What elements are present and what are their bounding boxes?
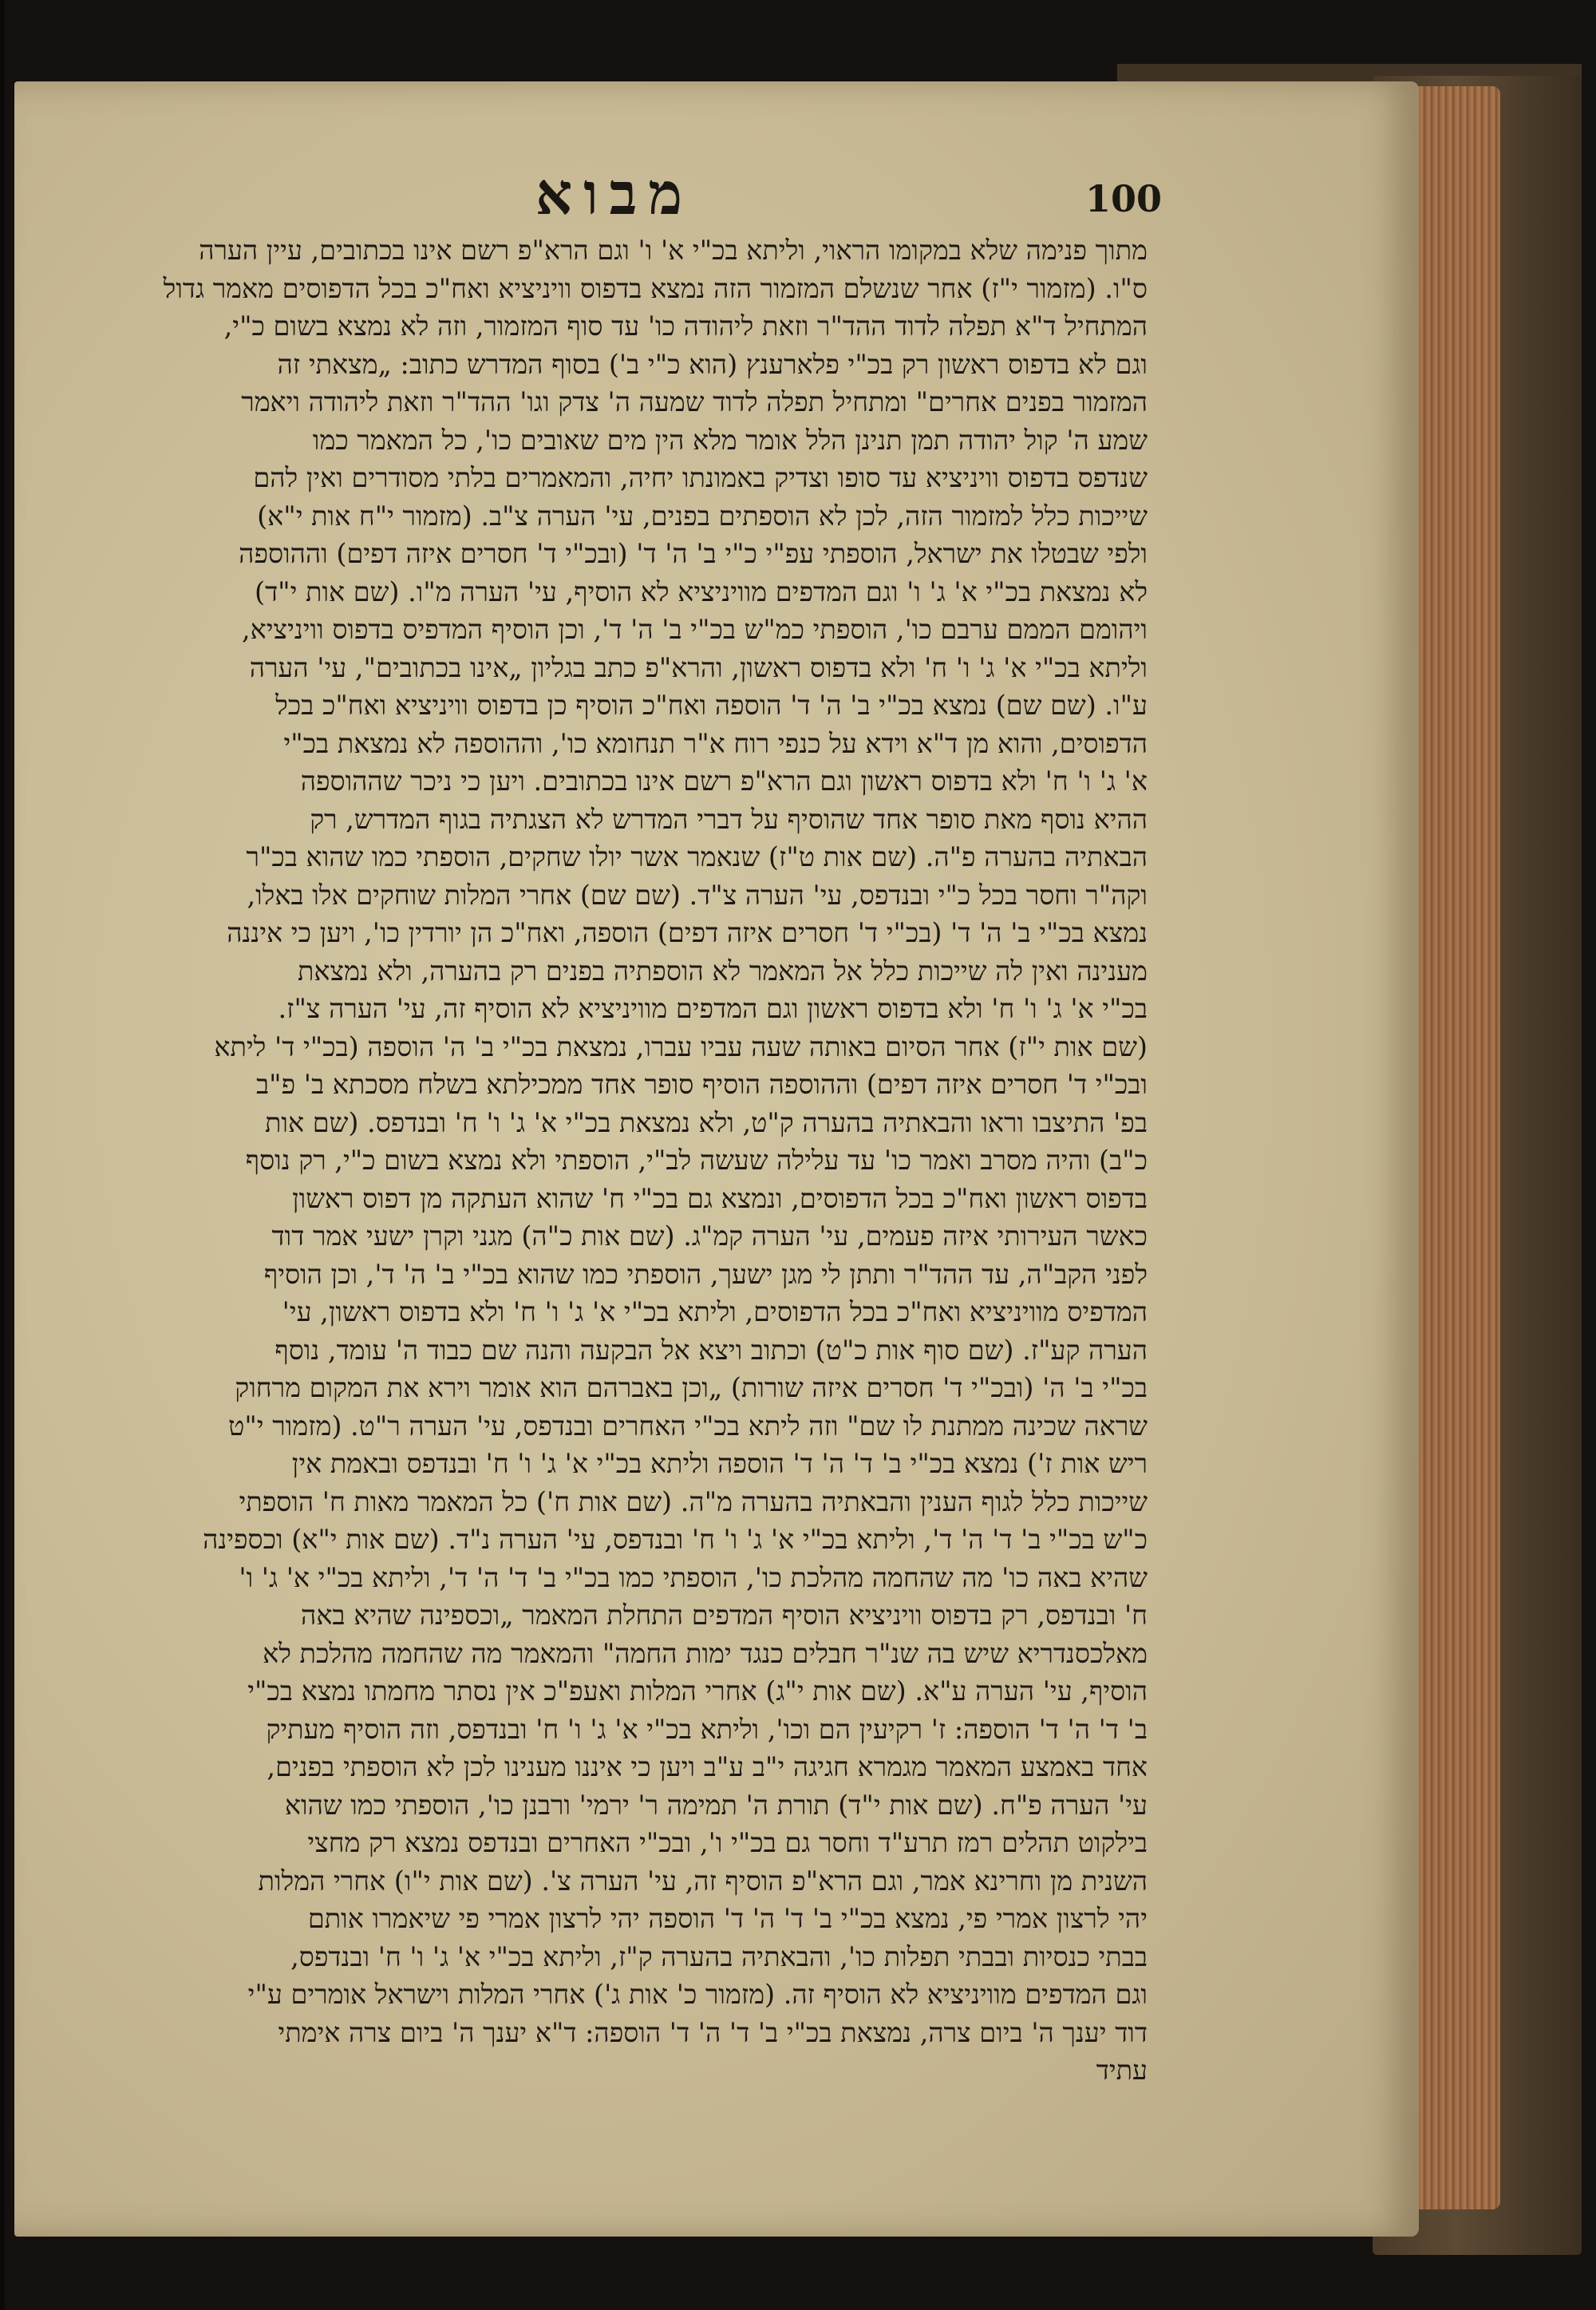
text-line: השנית מן וחרינא אמר, וגם הרא"פ הוסיף זה, עי' הערה צ'. (שם אות י"ו) אחרי המלות xyxy=(258,1865,1148,1897)
text-line: ע"ו. (שם שם) נמצא בכ"י ב' ה' ד' הוספה ואח"כ הוסיף כן בדפוס וויניציא ואח"כ בכל xyxy=(275,690,1148,721)
text-line: דוד יענך ה' ביום צרה, נמצאת בכ"י ב' ד' ה' ד' הוספה: ד"א יענך ה' ביום צרה אימתי xyxy=(278,2016,1148,2048)
text-line: נמצא בכ"י ב' ה' ד' (בכ"י ד' חסרים איזה דפים) הוספה, ואח"כ הן יורדין כו', ויען כי איננה xyxy=(227,917,1148,948)
text-line: ההיא נוסף מאת סופר אחד שהוסיף על דברי המדרש לא הצגתיה בגוף המדרש, רק xyxy=(310,803,1148,835)
text-line: שראה שכינה ממתנת לו שם" וזה ליתא בכ"י האחרים ובנדפס, עי' הערה ר"ט. (מזמור י"ט xyxy=(228,1410,1148,1442)
text-line: כ"ב) והיה מסרב ואמר כו' עד עלילה שעשה לב"י, הוספתי ולא נמצא בשום כ"י, רק נוסף xyxy=(245,1145,1148,1176)
text-line: מתוך פנימה שלא במקומו הראוי, וליתא בכ"י א' ו' וגם הרא"פ רשם אינו בכתובים, עיין הערה xyxy=(199,235,1148,266)
text-line: ויהומם הממם ערבם כו', הוספתי כמ"ש בכ"י ב' ה' ד', וכן הוסיף המדפיס בדפוס וויניציא, xyxy=(241,614,1148,645)
text-line: עי' הערה פ"ח. (שם אות י"ד) תורת ה' תמימה ר' ירמי' ורבנן כו', הוספתי כמו שהוא xyxy=(284,1789,1148,1821)
text-line: ריש אות ז') נמצא בכ"י ב' ד' ה' ד' הוספה וליתא בכ"י א' ג' ו' ח' ובנדפס ובאמת אין xyxy=(291,1448,1148,1479)
text-line: ב' ד' ה' ד' הוספה: ז' רקיעין הם וכו', וליתא בכ"י א' ג' ו' ח' ובנדפס, וזה הוסיף מעתיק xyxy=(266,1713,1148,1745)
text-line: לא נמצאת בכ"י א' ג' ו' וגם המדפים מוויניציא לא הוסיף, עי' הערה מ"ו. (שם אות י"ד) xyxy=(255,576,1148,607)
text-line: שמע ה' קול יהודה תמן תנינן הלל אומר מלא הין מים שאובים כו', כל המאמר כמו xyxy=(312,424,1148,456)
text-line: שייכות כלל לגוף הענין והבאתיה בהערה מ"ה. (שם אות ח') כל המאמר מאות ח' הוספתי xyxy=(239,1485,1148,1517)
page-number: 100 xyxy=(1085,177,1163,220)
text-line: הבאתיה בהערה פ"ה. (שם אות ט"ז) שנאמר אשר יולו שחקים, הוספתי כמו שהוא בכ"ר xyxy=(246,841,1148,872)
text-line: ח' ובנדפס, רק בדפוס וויניציא הוסיף המדפים התחלת המאמר „וכספינה שהיא באה xyxy=(301,1600,1148,1631)
text-line: בדפוס ראשון ואח"כ בכל הדפוסים, ונמצא גם בכ"י ח' שהוא העתקה מן דפוס ראשון xyxy=(292,1182,1148,1214)
text-line: ולפי שבטלו את ישראל, הוספתי עפ"י כ"י ב' ה' ד' (ובכ"י ד' חסרים איזה דפים) וההוספה xyxy=(239,538,1148,569)
text-line: א' ג' ו' ח' ולא בדפוס ראשון וגם הרא"פ רשם אינו בכתובים. ויען כי ניכר שההוספה xyxy=(300,765,1148,797)
scan-border xyxy=(0,0,5,2310)
text-line: בכ"י א' ג' ו' ח' ולא בדפוס ראשון וגם המדפים מוויניציא לא הוסיף זה, עי' הערה צ"ז. xyxy=(278,993,1148,1024)
text-line: (שם אות י"ז) אחר הסיום באותה שעה עביו עברו, נמצאת בכ"י ב' ה' הוספה (בכ"י ד' ליתא xyxy=(214,1030,1148,1062)
text-line: וגם המדפים מוויניציא לא הוסיף זה. (מזמור כ' אות ג') אחרי המלות וישראל אומרים ע"י xyxy=(247,1979,1148,2010)
text-line: כ"ש בכ"י ב' ד' ה' ד', וליתא בכ"י א' ג' ו' ח' ובנדפס, עי' הערה נ"ד. (שם אות י"א) וכספינה xyxy=(203,1524,1148,1555)
text-line: ובכ"י ד' חסרים איזה דפים) וההוספה הוסיף סופר אחד ממכילתא בשלח מסכתא ב' פ"ב xyxy=(256,1069,1148,1100)
text-line: ס"ו. (מזמור י"ז) אחר שנשלם המזמור הזה נמצא בדפוס וויניציא ואח"כ בכל הדפוסים מאמר גדול xyxy=(163,272,1148,304)
text-line: בילקוט תהלים רמז תרע"ד וחסר גם בכ"י ו', ובכ"י האחרים ובנדפס נמצא רק מחצי xyxy=(307,1827,1148,1858)
text-line: עתיד xyxy=(1096,2055,1148,2086)
text-line: וליתא בכ"י א' ג' ו' ח' ולא בדפוס ראשון, והרא"פ כתב בגליון „אינו בכתובים", עי' הערה xyxy=(249,651,1148,683)
page-edges xyxy=(1412,86,1500,2209)
running-head: מבוא xyxy=(535,160,694,227)
text-line: וגם לא בדפוס ראשון רק בכ"י פלארענץ (הוא כ"י ב') בסוף המדרש כתוב: „מצאתי זה xyxy=(277,348,1148,380)
text-line: שהיא באה כו' מה שהחמה מהלכת כו', הוספתי כמו בכ"י ב' ד' ה' ד', וליתא בכ"י א' ג' ו' xyxy=(239,1561,1148,1593)
text-line: לפני הקב"ה, עד ההד"ר ותתן לי מגן ישעך, הוספתי כמו שהוא בכ"י ב' ה' ד', וכן הוסיף xyxy=(263,1258,1148,1290)
text-line: המזמור בפנים אחרים" ומתחיל תפלה לדוד שמעה ה' צדק וגו' ההד"ר וזאת ליהודה ויאמר xyxy=(241,386,1148,417)
text-line: בכ"י ב' ה' (ובכ"י ד' חסרים איזה שורות) „וכן באברהם הוא אומר וירא את המקום מרחוק xyxy=(235,1372,1148,1403)
text-line: שנדפס בדפוס וויניציא עד סופו וצדיק באמונתו יחיה, והמאמרים בלתי מסודרים ואין להם xyxy=(253,462,1148,493)
text-line: כאשר העירותי איזה פעמים, עי' הערה קמ"ג. (שם אות כ"ה) מגני וקרן ישעי אמר דוד xyxy=(271,1220,1148,1252)
text-line: מענינה ואין לה שייכות כלל אל המאמר לא הוספתיה בפנים רק בהערה, ולא נמצאת xyxy=(297,955,1148,987)
body-text xyxy=(62,231,1148,2090)
text-line: יהי לרצון אמרי פי, נמצא בכ"י ב' ד' ה' ד' הוספה יהי לרצון אמרי פי שיאמרו אותם xyxy=(307,1903,1148,1934)
text-line: המדפיס מוויניציא ואח"כ בכל הדפוסים, וליתא בכ"י א' ג' ו' ח' ולא בדפוס ראשון, עי' xyxy=(282,1296,1148,1327)
text-line: הוסיף, עי' הערה ע"א. (שם אות י"ג) אחרי המלות ואעפ"כ אין נסתר מחמתו נמצא בכ"י xyxy=(247,1675,1148,1707)
text-line: אחד באמצע המאמר מגמרא חגיגה י"ב ע"ב ויען כי איננו מענינו לכן לא הוספתי בפנים, xyxy=(267,1751,1148,1782)
text-line: בפ' התיצבו וראו והבאתיה בהערה ק"ט, ולא נמצאת בכ"י א' ג' ו' ח' ובנדפס. (שם אות xyxy=(264,1106,1148,1138)
text-line: הדפוסים, והוא מן ד"א וידא על כנפי רוח א"ר תנחומא כו', וההוספה לא נמצאת בכ"י xyxy=(283,727,1148,759)
text-line: הערה קע"ז. (שם סוף אות כ"ט) וכתוב ויצא אל הבקעה והנה שם כבוד ה' עומד, נוסף xyxy=(275,1334,1148,1366)
text-line: מאלכסנדריא שיש בה שנ"ר חבלים כנגד ימות החמה" והמאמר מה שהחמה מהלכת לא xyxy=(263,1637,1148,1669)
text-line: המתחיל ד"א תפלה לדוד ההד"ר וזאת ליהודה כו' עד סוף המזמור, וזה לא נמצא בשום כ"י, xyxy=(223,311,1148,342)
text-line: בבתי כנסיות ובבתי תפלות כו', והבאתיה בהערה ק"ז, וליתא בכ"י א' ג' ו' ח' ובנדפס, xyxy=(290,1940,1148,1972)
text-line: שייכות כלל למזמור הזה, לכן לא הוספתים בפנים, עי' הערה צ"ב. (מזמור י"ח אות י"א) xyxy=(257,500,1148,532)
text-line: וקה"ר וחסר בכל כ"י ובנדפס, עי' הערה צ"ד. (שם שם) אחרי המלות שוחקים אלו באלו, xyxy=(247,879,1148,911)
